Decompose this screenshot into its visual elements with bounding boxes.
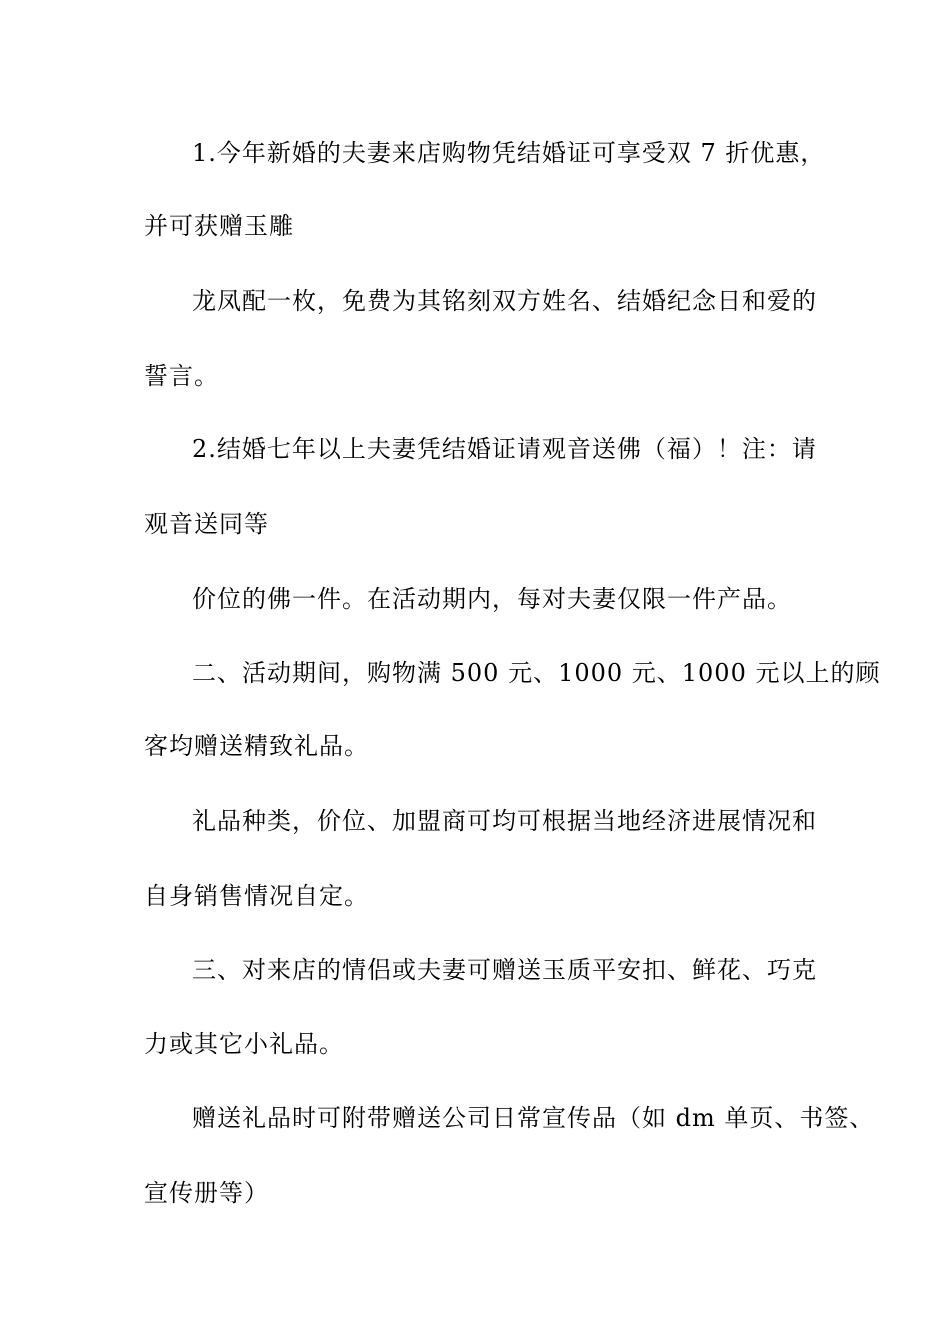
paragraph-line: 力或其它小礼品。: [144, 1030, 344, 1058]
paragraph-line: 自身销售情况自定。: [144, 882, 369, 910]
paragraph-line: 二、活动期间，购物满 500 元、1000 元、1000 元以上的顾: [192, 659, 881, 687]
paragraph-line: 誓言。: [144, 362, 219, 390]
paragraph-line: 三、对来店的情侣或夫妻可赠送玉质平安扣、鲜花、巧克: [192, 956, 817, 984]
paragraph-line: 并可获赠玉雕: [144, 212, 294, 240]
paragraph-line: 2.结婚七年以上夫妻凭结婚证请观音送佛（福）！注：请: [192, 435, 817, 463]
paragraph-line: 客均赠送精致礼品。: [144, 732, 369, 760]
paragraph-line: 观音送同等: [144, 510, 269, 538]
paragraph-line: 赠送礼品时可附带赠送公司日常宣传品（如 dm 单页、书签、: [192, 1104, 875, 1132]
paragraph-line: 礼品种类，价位、加盟商可均可根据当地经济进展情况和: [192, 807, 817, 835]
paragraph-line: 龙凤配一枚，免费为其铭刻双方姓名、结婚纪念日和爱的: [192, 287, 817, 315]
paragraph-line: 宣传册等）: [144, 1179, 269, 1207]
paragraph-line: 价位的佛一件。在活动期内，每对夫妻仅限一件产品。: [192, 585, 792, 613]
paragraph-line: 1.今年新婚的夫妻来店购物凭结婚证可享受双 7 折优惠，: [192, 139, 826, 167]
